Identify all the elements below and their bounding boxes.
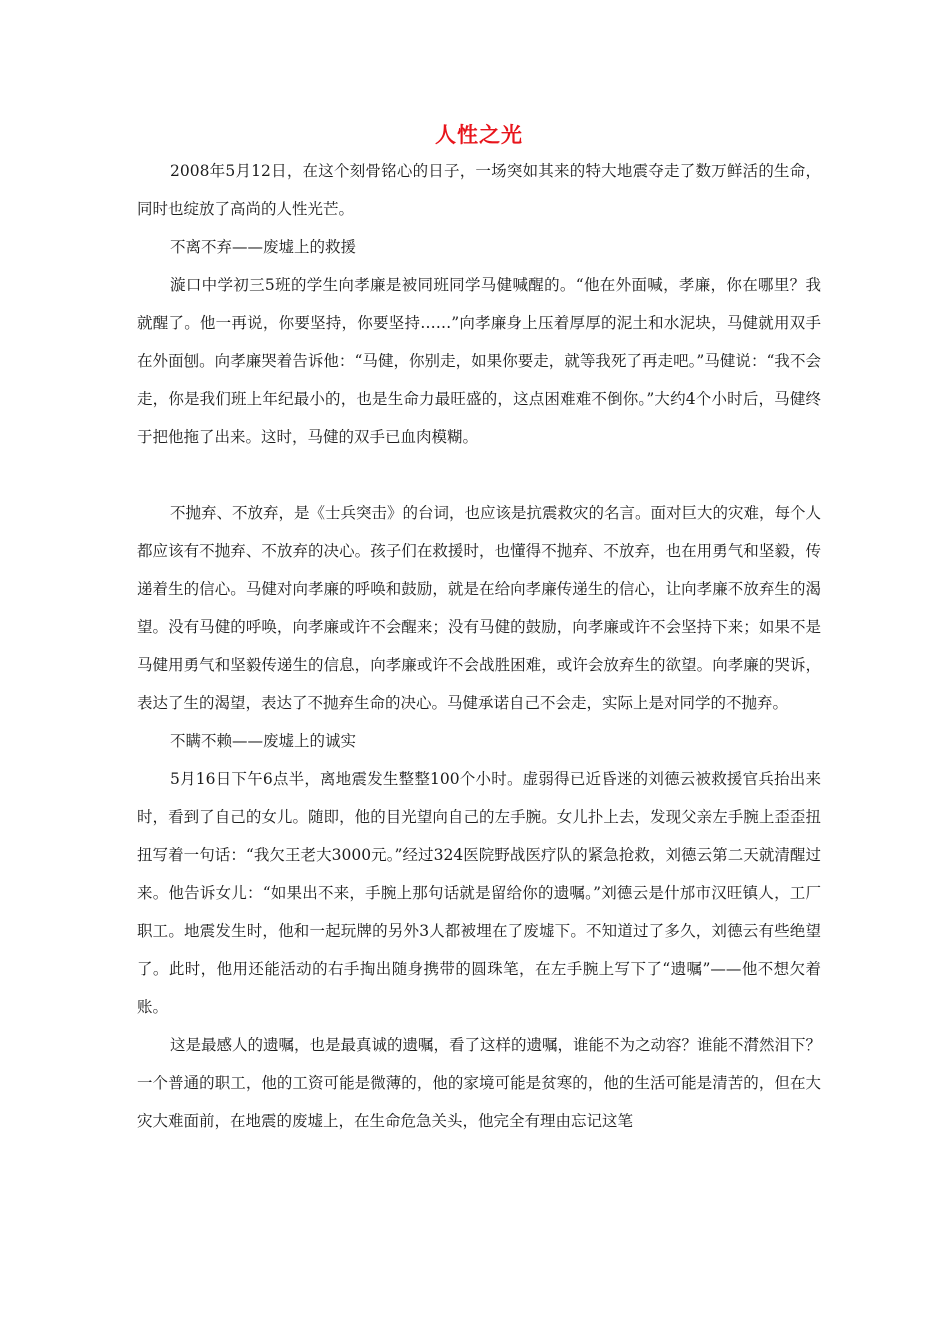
document-title: 人性之光: [435, 122, 523, 147]
rescue-story-paragraph: 漩口中学初三5班的学生向孝廉是被同班同学马健喊醒的。“他在外面喊，孝廉，你在哪里？我就醒了。他一再说，你要坚持，你要坚持……”向孝廉身上压着厚厚的泥土和水泥块，马健就用双手在外面刨。向孝廉哭着告诉他：“马健，你别走，如果你要走，就等我死了再走吧。”马健说：“我不会走，你是我们班上年纪最小的，也是生命力最旺盛的，这点困难难不倒你。”大约4个小时后，马健终于把他拖了出来。这时，马健的双手已血肉模糊。: [137, 276, 821, 446]
honesty-story-paragraph: 5月16日下午6点半，离地震发生整整100个小时。虚弱得已近昏迷的刘德云被救援官兵抬出来时，看到了自己的女儿。随即，他的目光望向自己的左手腕。女儿扑上去，发现父亲左手腕上歪歪扭扭写着一句话：“我欠王老大3000元。”经过324医院野战医疗队的紧急抢救，刘德云第二天就清醒过来。他告诉女儿：“如果出不来，手腕上那句话就是留给你的遗嘱。”刘德云是什邡市汉旺镇人，工厂职工。地震发生时，他和一起玩牌的另外3人都被埋在了废墟下。不知道过了多久，刘德云有些绝望了。此时，他用还能活动的右手掏出随身携带的圆珠笔，在左手腕上写下了“遗嘱”——他不想欠着账。: [137, 770, 821, 1016]
paragraph-spacer: [137, 456, 821, 494]
rescue-commentary-paragraph: 不抛弃、不放弃，是《士兵突击》的台词，也应该是抗震救灾的名言。面对巨大的灾难，每个人都应该有不抛弃、不放弃的决心。孩子们在救援时，也懂得不抛弃、不放弃，也在用勇气和坚毅，传递着生的信心。马健对向孝廉的呼唤和鼓励，就是在给向孝廉传递生的信心，让向孝廉不放弃生的渴望。没有马健的呼唤，向孝廉或许不会醒来；没有马健的鼓励，向孝廉或许不会坚持下来；如果不是马健用勇气和坚毅传递生的信息，向孝廉或许不会战胜困难，或许会放弃生的欲望。向孝廉的哭诉，表达了生的渴望，表达了不抛弃生命的决心。马健承诺自己不会走，实际上是对同学的不抛弃。: [137, 504, 822, 712]
section-heading-honesty: 不瞒不赖——废墟上的诚实: [170, 732, 357, 750]
document-page: [137, 118, 821, 1140]
honesty-commentary-paragraph: 这是最感人的遗嘱，也是最真诚的遗嘱，看了这样的遗嘱，谁能不为之动容？谁能不潸然泪下？一个普通的职工，他的工资可能是微薄的，他的家境可能是贫寒的，他的生活可能是清苦的，但在大灾大难面前，在地震的废墟上，在生命危急关头，他完全有理由忘记这笔: [137, 1036, 822, 1130]
intro-paragraph: 2008年5月12日，在这个刻骨铭心的日子，一场突如其来的特大地震夺走了数万鲜活的生命，同时也绽放了高尚的人性光芒。: [137, 162, 821, 218]
section-heading-rescue: 不离不弃——废墟上的救援: [170, 238, 357, 256]
